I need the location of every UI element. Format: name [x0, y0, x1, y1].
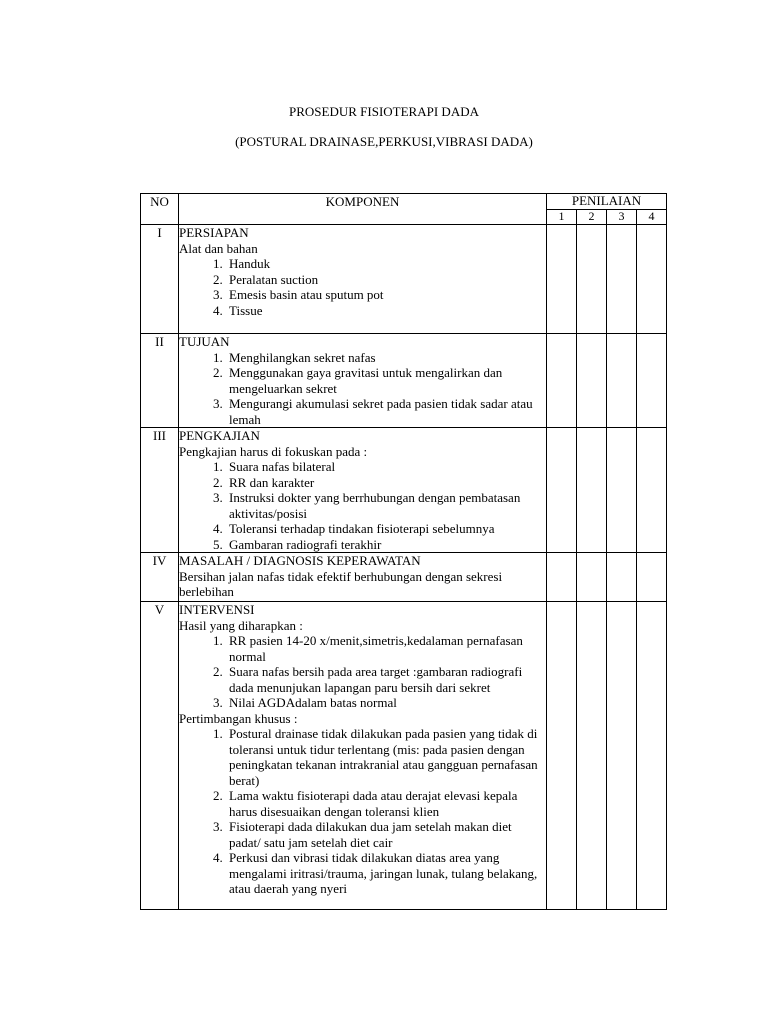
row-content [179, 225, 547, 334]
section-text: Bersihan jalan nafas tidak efektif berhubungan dengan sekresi berlebihan [179, 568, 503, 599]
list-item: 2. Suara nafas bersih pada area target :gambaran radiografi dada menunjukan lapangan paru bersih dari sekret [226, 664, 546, 695]
score-cell-3[interactable] [607, 225, 637, 334]
score-header-1: 1 [547, 210, 577, 225]
row-content [179, 334, 547, 428]
page-subtitle: (POSTURAL DRAINASE,PERKUSI,VIBRASI DADA) [235, 134, 533, 149]
score-cell-1[interactable] [547, 602, 577, 910]
list-item: 3. Mengurangi akumulasi sekret pada pasien tidak sadar atau lemah [226, 396, 546, 427]
numbered-list [179, 256, 546, 318]
list-item: 1. Handuk [226, 256, 546, 272]
score-cell-3[interactable] [607, 334, 637, 428]
section-heading: INTERVENSI [179, 602, 255, 617]
section-text: Pertimbangan khusus : [179, 710, 298, 726]
score-cell-1[interactable] [547, 225, 577, 334]
list-item: 1. Suara nafas bilateral [226, 459, 546, 475]
table-row [141, 428, 667, 553]
list-item: 3. Emesis basin atau sputum pot [226, 287, 546, 303]
row-content [179, 602, 547, 910]
score-cell-3[interactable] [607, 553, 637, 602]
score-cell-2[interactable] [577, 602, 607, 910]
score-header-4: 4 [637, 210, 667, 225]
score-cell-1[interactable] [547, 428, 577, 553]
score-cell-1[interactable] [547, 553, 577, 602]
list-item: 3. Instruksi dokter yang berrhubungan dengan pembatasan aktivitas/posisi [226, 490, 546, 521]
table-row [141, 602, 667, 910]
header-komponen: KOMPONEN [179, 194, 547, 225]
list-item: 3. Nilai AGDAdalam batas normal [226, 695, 546, 711]
score-cell-3[interactable] [607, 602, 637, 910]
page-title: PROSEDUR FISIOTERAPI DADA [289, 104, 479, 119]
score-cell-4[interactable] [637, 428, 667, 553]
list-item: 3. Fisioterapi dada dilakukan dua jam setelah makan diet padat/ satu jam setelah diet cair [226, 819, 546, 850]
assessment-table [140, 193, 667, 910]
row-content [179, 428, 547, 553]
header-penilaian: PENILAIAN [547, 194, 667, 210]
list-item: 4. Toleransi terhadap tindakan fisioterapi sebelumnya [226, 521, 546, 537]
score-cell-2[interactable] [577, 225, 607, 334]
row-number: V [141, 602, 179, 910]
score-cell-4[interactable] [637, 334, 667, 428]
list-item: 5. Gambaran radiografi terakhir [226, 537, 546, 553]
score-cell-2[interactable] [577, 334, 607, 428]
score-cell-4[interactable] [637, 602, 667, 910]
list-item: 1. Postural drainase tidak dilakukan pada pasien yang tidak di toleransi untuk tidur terlentang (mis: pada pasien dengan peningkatan tekanan intrakranial atau gangguan pernafasan berat) [226, 726, 546, 788]
score-header-3: 3 [607, 210, 637, 225]
list-item: 4. Perkusi dan vibrasi tidak dilakukan diatas area yang mengalami iritrasi/trauma, jaringan lunak, tulang belakang, atau daerah yang nyeri [226, 850, 546, 897]
row-number: I [141, 225, 179, 334]
score-cell-2[interactable] [577, 428, 607, 553]
section-heading: PERSIAPAN [179, 225, 249, 240]
numbered-list [179, 350, 546, 428]
list-item: 2. Menggunakan gaya gravitasi untuk mengalirkan dan mengeluarkan sekret [226, 365, 546, 396]
row-number: IV [141, 553, 179, 602]
list-item: 2. RR dan karakter [226, 475, 546, 491]
table-row [141, 553, 667, 602]
score-cell-3[interactable] [607, 428, 637, 553]
numbered-list [179, 633, 546, 711]
section-text: Alat dan bahan [179, 240, 258, 256]
row-number: II [141, 334, 179, 428]
list-item: 2. Lama waktu fisioterapi dada atau derajat elevasi kepala harus disesuaikan dengan toleransi klien [226, 788, 546, 819]
table-row [141, 334, 667, 428]
section-heading: PENGKAJIAN [179, 428, 260, 443]
score-cell-4[interactable] [637, 553, 667, 602]
numbered-list [179, 726, 546, 897]
score-header-2: 2 [577, 210, 607, 225]
score-cell-1[interactable] [547, 334, 577, 428]
numbered-list [179, 459, 546, 552]
list-item: 1. Menghilangkan sekret nafas [226, 350, 546, 366]
row-number: III [141, 428, 179, 553]
section-text: Pengkajian harus di fokuskan pada : [179, 443, 368, 459]
list-item: 1. RR pasien 14-20 x/menit,simetris,kedalaman pernafasan normal [226, 633, 546, 664]
score-cell-4[interactable] [637, 225, 667, 334]
row-content [179, 553, 547, 602]
table-row [141, 225, 667, 334]
list-item: 2. Peralatan suction [226, 272, 546, 288]
score-cell-2[interactable] [577, 553, 607, 602]
section-heading: TUJUAN [179, 334, 230, 349]
section-heading: MASALAH / DIAGNOSIS KEPERAWATAN [179, 553, 421, 568]
section-text: Hasil yang diharapkan : [179, 617, 303, 633]
header-no: NO [141, 194, 179, 225]
list-item: 4. Tissue [226, 303, 546, 319]
